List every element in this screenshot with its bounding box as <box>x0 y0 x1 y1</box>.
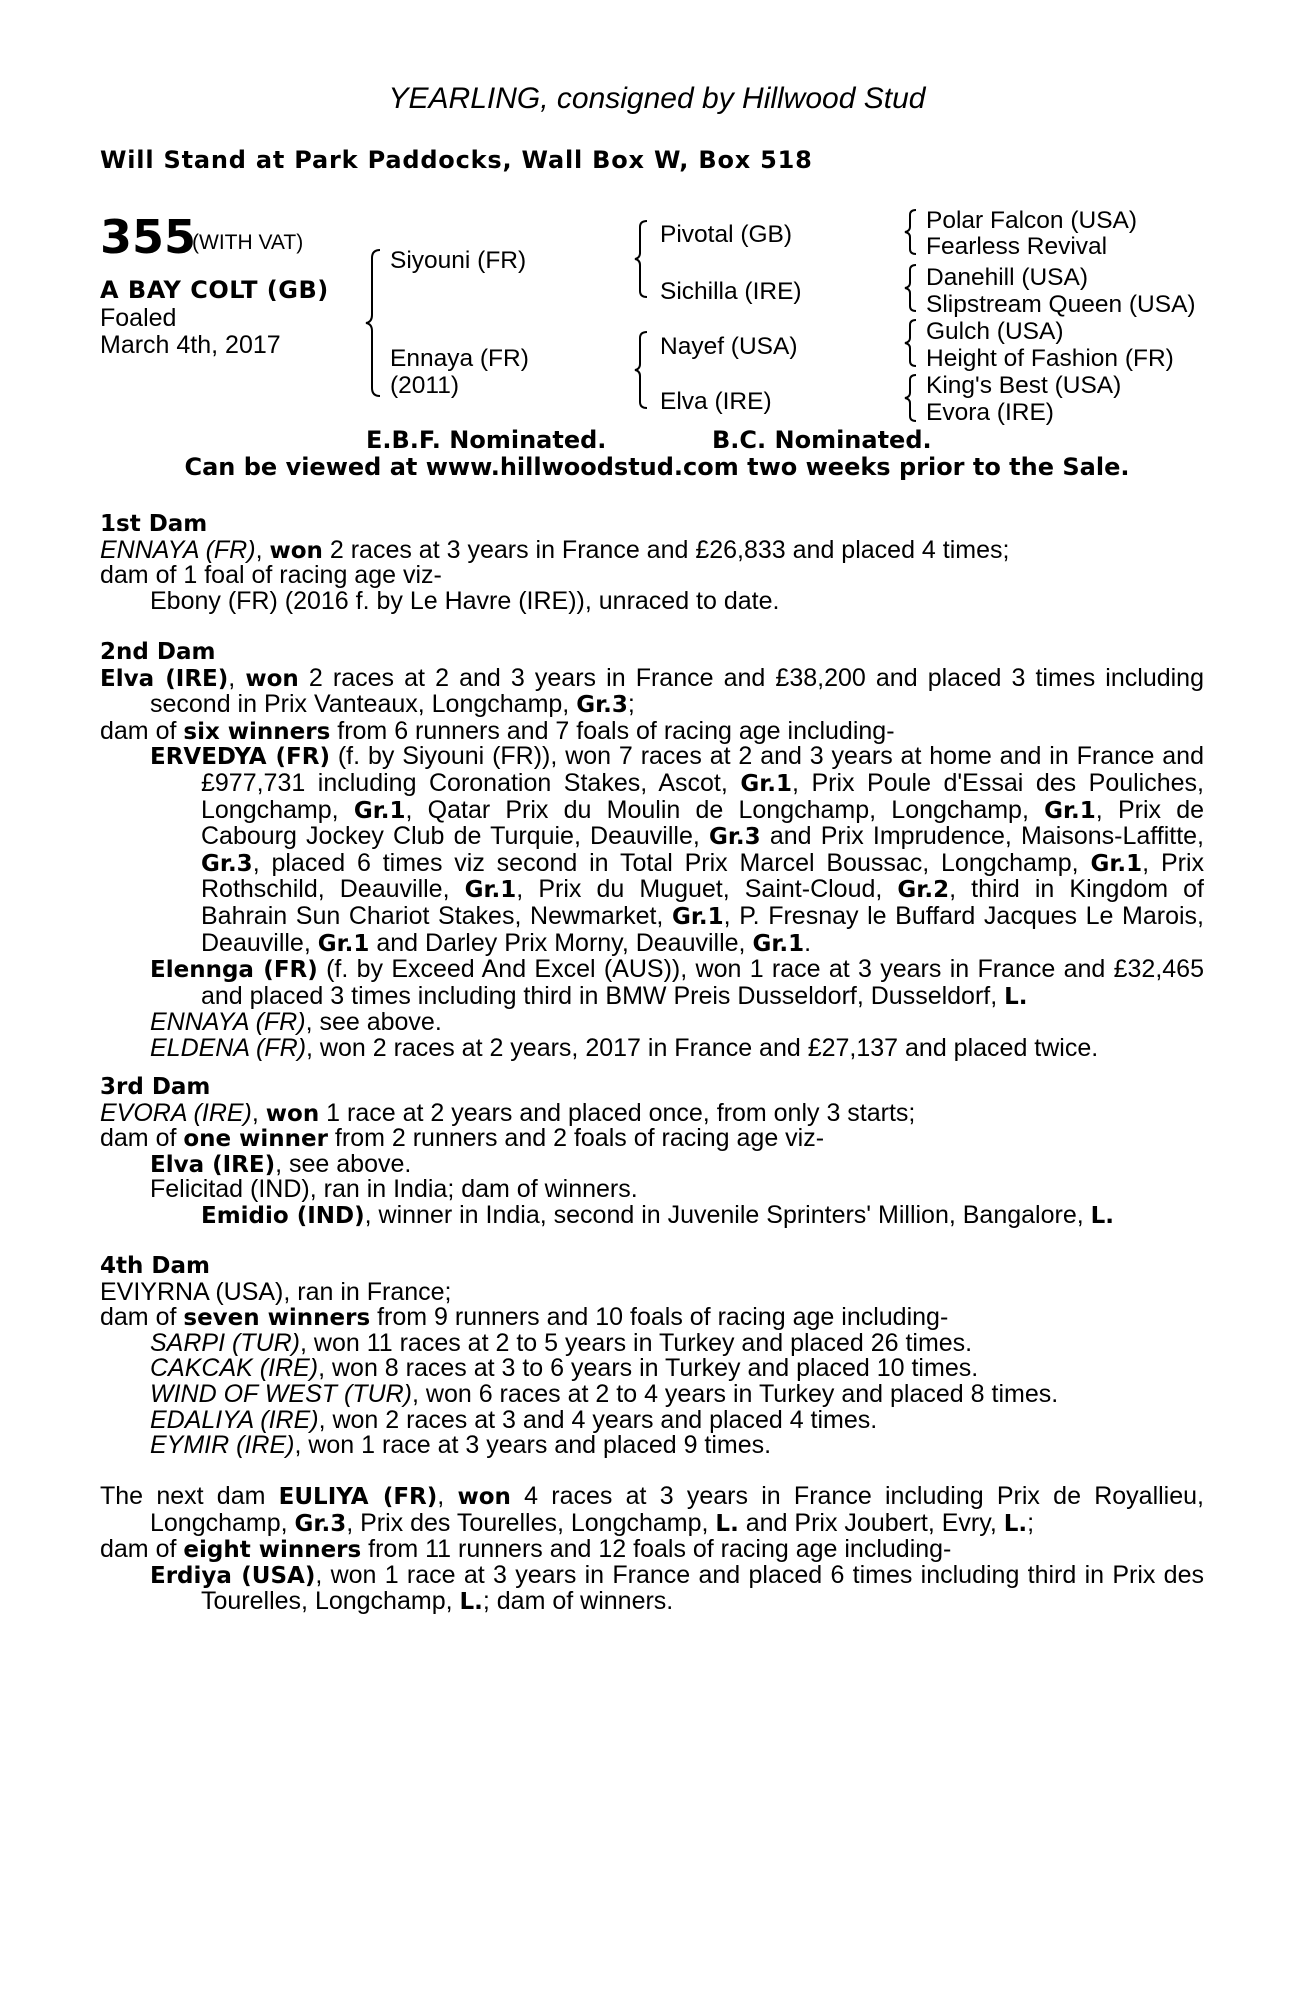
pedigree-brace-g4 <box>905 373 921 423</box>
pedigree-dam: Ennaya (FR) <box>390 345 529 372</box>
felicitad-record: Felicitad (IND), ran in India; dam of winners. <box>150 1175 638 1204</box>
pedigree-brace-g1 <box>905 208 921 256</box>
sarpi-record: SARPI (TUR), won 11 races at 2 to 5 years in Turkey and placed 26 times. <box>150 1328 973 1357</box>
first-dam-foal: Ebony (FR) (2016 f. by Le Havre (IRE)), unraced to date. <box>150 586 780 615</box>
fourth-dam-heading: 4th Dam <box>100 1253 210 1279</box>
fourth-dam-section <box>100 1254 1204 1459</box>
second-dam-heading: 2nd Dam <box>100 639 216 665</box>
pedigree-dam-dam: Elva (IRE) <box>660 388 772 415</box>
pedigree-sire-sire: Pivotal (GB) <box>660 221 793 248</box>
next-dam-produce: dam of eight winners from 11 runners and 12 foals of racing age including- <box>100 1535 952 1564</box>
catalogue-header: YEARLING, consigned by Hillwood Stud <box>388 82 926 115</box>
second-dam-section <box>100 640 1204 1062</box>
elva-reference: Elva (IRE), see above. <box>150 1149 412 1178</box>
erdiya-record: Erdiya (USA), won 1 race at 3 years in France and placed 6 times including third in Prix des Tourelles, Longchamp, L.; dam of winners. <box>150 1560 1204 1616</box>
pedigree-g3-5: Gulch (USA) <box>926 318 1064 345</box>
pedigree-brace-g3 <box>905 318 921 368</box>
pedigree-sire: Siyouni (FR) <box>390 247 527 274</box>
foaled-date: March 4th, 2017 <box>100 331 281 359</box>
first-dam-heading: 1st Dam <box>100 511 208 537</box>
eymir-record: EYMIR (IRE), won 1 race at 3 years and placed 9 times. <box>150 1431 772 1460</box>
first-dam-section: 1st Dam ENNAYA (FR), won 2 races at 3 years in France and £26,833 and placed 4 times; dam of 1 foal of racing age viz- Ebony (FR) (2016 f. by Le Havre (IRE)), unraced to date. <box>100 512 1204 614</box>
elennga-record: Elennga (FR) (f. by Exceed And Excel (AUS)), won 1 race at 3 years in France and £32,465 and placed 3 times including third in BMW Preis Dusseldorf, Dusseldorf, L. <box>150 955 1204 1010</box>
ervedya-record: ERVEDYA (FR) (f. by Siyouni (FR)), won 7 races at 2 and 3 years at home and in France and £977,731 including Coronation Stakes, Ascot, Gr.1, Prix Poule d'Essai des Pouliches, Longchamp, Gr.1, Qatar Prix du Moulin de Longchamp, Longchamp, Gr.1, Prix de Cabourg Jockey Club de Turquie, Deauville, Gr.3 and Prix Imprudence, Maisons-Laffitte, Gr.3, placed 6 times viz second in Total Prix Marcel Boussac, Longchamp, Gr.1, Prix Rothschild, Deauville, Gr.1, Prix du Muguet, Saint-Cloud, Gr.2, third in Kingdom of Bahrain Sun Chariot Stakes, Newmarket, Gr.1, P. Fresnay le Buffard Jacques Le Marois, Deauville, Gr.1 and Darley Prix Morny, Deauville, Gr.1. <box>150 742 1205 957</box>
foaled-label: Foaled <box>100 304 177 332</box>
lot-number: 355 <box>100 210 197 264</box>
third-dam-heading: 3rd Dam <box>100 1074 211 1100</box>
pedigree-g3-8: Evora (IRE) <box>926 399 1054 426</box>
emidio-record: Emidio (IND), winner in India, second in Juvenile Sprinters' Million, Bangalore, L. <box>201 1200 1115 1229</box>
first-dam-produce: dam of 1 foal of racing age viz- <box>100 561 442 590</box>
cakcak-record: CAKCAK (IRE), won 8 races at 3 to 6 years in Turkey and placed 10 times. <box>150 1354 979 1383</box>
vat-note: (WITH VAT) <box>192 231 304 254</box>
bc-nomination: B.C. Nominated. <box>712 426 932 454</box>
stand-location: Will Stand at Park Paddocks, Wall Box W, Box 518 <box>100 146 813 174</box>
fourth-dam-produce: dam of seven winners from 9 runners and 10 foals of racing age including- <box>100 1303 949 1332</box>
pedigree-dam-sire: Nayef (USA) <box>660 333 798 360</box>
ebf-nomination: E.B.F. Nominated. <box>366 426 607 454</box>
second-dam-record: Elva (IRE), won 2 races at 2 and 3 years in France and £38,200 and placed 3 times including second in Prix Vanteaux, Longchamp, Gr.3; <box>100 663 1204 719</box>
pedigree-g3-2: Fearless Revival <box>926 233 1108 260</box>
next-dam-record: The next dam EULIYA (FR), won 4 races at 3 years in France including Prix de Royallieu, Longchamp, Gr.3, Prix des Tourelles, Longchamp, L. and Prix Joubert, Evry, L.; <box>100 1482 1204 1537</box>
eldena-record: ELDENA (FR), won 2 races at 2 years, 2017 in France and £27,137 and placed twice. <box>150 1033 1099 1062</box>
pedigree-brace-g2 <box>905 263 921 313</box>
pedigree-g3-6: Height of Fashion (FR) <box>926 345 1174 372</box>
pedigree-brace-sire <box>635 219 653 299</box>
edaliya-record: EDALIYA (IRE), won 2 races at 3 and 4 years and placed 4 times. <box>150 1405 878 1434</box>
pedigree-brace-dam <box>635 330 653 410</box>
pedigree-g3-3: Danehill (USA) <box>926 264 1089 291</box>
wind-of-west-record: WIND OF WEST (TUR), won 6 races at 2 to 4 years in Turkey and placed 8 times. <box>150 1379 1059 1408</box>
pedigree-brace-gen1 <box>366 248 386 398</box>
second-dam-produce: dam of six winners from 6 runners and 7 foals of racing age including- <box>100 716 895 745</box>
pedigree-dam-year: (2011) <box>390 372 460 399</box>
pedigree-g3-4: Slipstream Queen (USA) <box>926 291 1196 318</box>
third-dam-section <box>100 1075 1204 1229</box>
viewing-note: Can be viewed at www.hillwoodstud.com two weeks prior to the Sale. <box>184 453 1130 481</box>
third-dam-produce: dam of one winner from 2 runners and 2 foals of racing age viz- <box>100 1124 825 1153</box>
ennaya-reference: ENNAYA (FR), see above. <box>150 1008 442 1037</box>
pedigree-sire-dam: Sichilla (IRE) <box>660 278 802 305</box>
next-dam-section <box>100 1484 1204 1616</box>
pedigree-g3-1: Polar Falcon (USA) <box>926 207 1138 234</box>
horse-description: A BAY COLT (GB) <box>100 276 329 304</box>
third-dam-record: EVORA (IRE), won 1 race at 2 years and placed once, from only 3 starts; <box>100 1098 916 1127</box>
fourth-dam-record: EVIYRNA (USA), ran in France; <box>100 1277 452 1306</box>
first-dam-name: ENNAYA (FR) <box>100 535 256 564</box>
pedigree-g3-7: King's Best (USA) <box>926 372 1122 399</box>
